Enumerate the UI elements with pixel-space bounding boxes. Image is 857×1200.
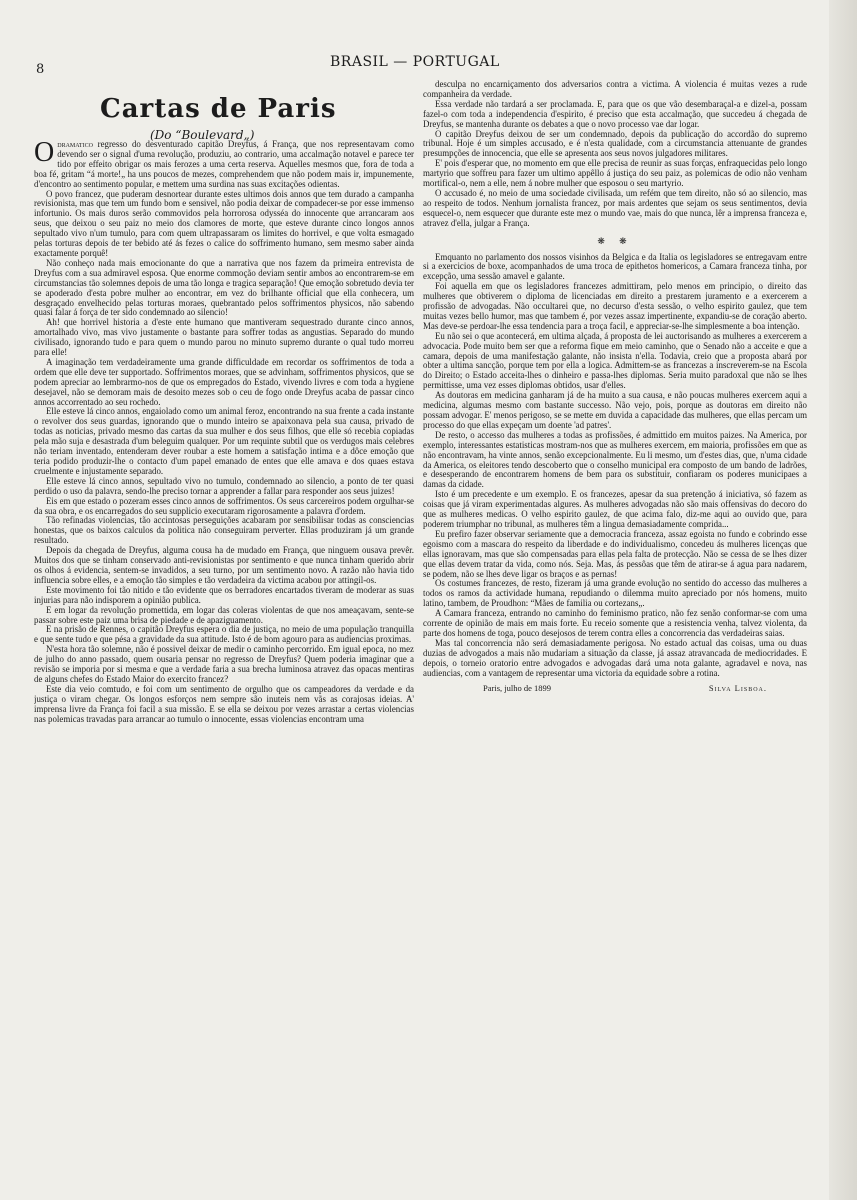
article-subtitle: (Do “Boulevard„) [150, 128, 255, 142]
paragraph: O povo francez, que puderam desnortear durante estes ultimos dois annos que tem durado a campanha revisionista, mas que tem um fundo bom e sensivel, não podia deixar de compadecer-se por esse immenso infortunio. Os mais duros serão commovidos pela horrorosa odysséa do innocente que arrancaram aos seus, que deixou o seu paiz no meio dos clamores de morte, que esteve durante cinco longos annos sepultado vivo n'um tumulo, para com quem ultrapassaram os limites do horrivel, e que volta esmagado pelas torturas depois de ter bebido até ás fezes o calice do soffrimento humano, sem mesmo saber ainda exactamente porquê! [34, 188, 414, 258]
running-head: BRASIL — PORTUGAL [330, 54, 500, 70]
paragraph: desculpa no encarniçamento dos adversarios contra a victima. A violencia é muitas vezes a rude companheira da verdade. [423, 80, 807, 99]
paragraph: Ah! que horrivel historia a d'este ente humano que mantiveram sequestrado durante cinco annos, amortalhado vivo, mas vivo justamente o bastante para soffrer todas as angustias. Separado do mundo civilisado, ignorando tudo e para quem o mundo parou no minuto supremo durante o qual tudo morreu para elle! [34, 317, 414, 358]
paragraph: E em logar da revolução promettida, em logar das coleras violentas de que nos ameaçavam, sente-se passar sobre este paiz uma brisa de piedade e de apaziguamento. [34, 604, 414, 625]
paragraph: O accusado é, no meio de uma sociedade civilisada, um refém que tem direito, não só ao silencio, mas ao respeito de todos. Nenhum jornalista francez, por mais ardentes que sejam os seus sentimentos, devia esquecel-o, nem esquecer que durante este mez o mundo vae, mais do que nunca, lêr a imprensa franceza e, atravez d'ella, julgar a França. [423, 187, 807, 228]
left-column [34, 140, 414, 1190]
section-separator: ❋ ❋ [597, 235, 633, 246]
paragraph: Isto é um precedente e um exemplo. E os francezes, apesar da sua pretenção á iniciativa, só fazem as coisas que já viram experimentadas algures. As mulheres advogadas não são mais offensivas do decoro do que as mulheres medicas. O velho espirito gaulez, de que acima falo, diz-me aqui ao ouvido que, para poderem triumphar no tribunal, as mulheres têm a lingua demasiadamente comprida... [423, 489, 807, 529]
paragraph: Mas tal concorrencia não será demasiadamente perigosa. No estado actual das coisas, uma ou duas duzias de advogados a mais não mudariam a situação da classe, já assaz atravancada de mediocridades. E depois, o torneio oratorio entre advogados e advogadas dará uma nota galante, agradavel e nova, nas audiencias, com a vantagem de representar uma victoria da equidade sobre a rotina. [423, 637, 807, 678]
paragraph: Este dia veio comtudo, e foi com um sentimento de orgulho que os campeadores da verdade e da justiça o viram chegar. Os longos esforços nem sempre são inuteis nem vãs as corajosas ideias. A' imprensa livre da França foi facil a sua missão. E se ella se deixou por vezes arrastar a certas violencias nas polemicas travadas para arrancar ao tumulo o innocente, essas violencias encontram uma [34, 683, 414, 724]
dateline-row [423, 684, 807, 694]
paragraph: O capitão Dreyfus deixou de ser um condemnado, depois da publicação do accordão do supremo tribunal. Hoje é um simples accusado, e é n'esta qualidade, com a circumstancia attenuante de grandes presumpções de innocencia, que elle se apresenta aos seus novos julgadores militares. [423, 128, 807, 159]
paragraph: Depois da chegada de Dreyfus, alguma cousa ha de mudado em França, que ninguem ousava prevêr. Muitos dos que se tinham conservado anti-revisionistas por sentimento e que nunca tinham querido abrir os olhos á evidencia, sentem-se invadidos, a seu turno, por um sentimento novo. A razão não havia tido influencia sobre elles, e a emoção tão simples e tão verdadeira da victima acabou por attingil-os. [34, 545, 414, 585]
paragraph: Eu prefiro fazer observar seriamente que a democracia franceza, assaz egoista no fundo e cobrindo esse egoismo com a mascara do respeito da liberdade e do individualismo, concedeu ás mulheres licenças que ellas ignoravam, mas que são compensadas para ellas pela falta de protecção. Não se cessa de se lhes dizer que ellas devem tratar da vida, como nós. Seja. Mas, ás pessôas que têm de atirar-se á agua para nadarem, se podem, não se lhes deve ligar os braços e as pernas! [423, 528, 807, 579]
paragraph: Essa verdade não tardará a ser proclamada. E, para que os que vão desembaraçal-a e dizel-a, possam fazel-o com toda a independencia d'espirito, é preciso que esta accalmação, que succedeu á chegada de Dreyfus, se mantenha durante os debates a que o novo processo vae dar logar. [423, 98, 807, 129]
paragraph: Os costumes francezes, de resto, fizeram já uma grande evolução no sentido do accesso das mulheres a todos os ramos da actividade humana, repudiando o dilemma muito apreciado por nós homens, muito latino, tambem, de Proudhon: “Mães de familia ou cortezans„. [423, 578, 807, 609]
lead-text: regresso do desventurado capitão Dreyfus, á França, que nos representavam como devendo ser o signal d'uma revolução, produziu, ao contrario, uma accalmação notavel e parece ter tido por effeito obrigar os mais ferozes a uma certa reserva. Aquelles mesmos que, fora de toda a boa fé, gritam “á morte!„ ha uns poucos de mezes, comprehendem que não podem mais ir, impunemente, d'encontro ao sentimento popular, e mettem uma surdina nas suas excitações odientas. [34, 140, 414, 189]
signature: Silva Lisboa. [708, 683, 767, 694]
right-column [423, 80, 807, 1200]
paragraph: As doutoras em medicina ganharam já de ha muito a sua causa, e não poucas mulheres exercem aqui a medicina, algumas mesmo com bastante successo. Não vejo, pois, porque as doutoras em direito não possam advogar. E' menos perigoso, se se mette em duvida a capacidade das mulheres, que ellas percam um processo do que ellas expeçam um doente 'ad patres'. [423, 390, 807, 430]
paragraph: A Camara franceza, entrando no caminho do feminismo pratico, não fez senão conformar-se com uma corrente de opinião de mais em mais forte. Eu receio somente que a resistencia venha, talvez violenta, da parte dos homens de toga, pouco desejosos de terem contra elles a concorrencia das verdadeiras saias. [423, 608, 807, 638]
paragraph: Elle esteve lá cinco annos, engaiolado como um animal feroz, encontrando na sua frente a cada instante o revolver dos seus guardas, ignorando que o mundo inteiro se apaixonava pela sua causa, privado de todas as noticias, privado mesmo das cartas da sua mulher e dos seus filhos, que elle só recebia copiadas pela mão suja e desastrada d'um beleguim qualquer. Por um requinte subtil que os verdugos mais celebres não teriam inventado, entenderam dever roubar a este homem a satisfação intima e a dôce emoção que teria podido produzir-lhe o contacto d'um papel emanado de entes que elle amava e dos quaes estava cruelmente e injustamente separado. [34, 406, 414, 476]
paragraph: Eis em que estado o pozeram esses cinco annos de soffrimentos. Os seus carcereiros podem orgulhar-se da sua obra, e os encarregados do seu supplicio executaram rigorosamente a palavra d'ordem. [34, 495, 414, 516]
article-title: Cartas de Paris [100, 94, 337, 124]
paragraph: Não conheço nada mais emocionante do que a narrativa que nos fazem da primeira entrevista de Dreyfus com a sua admiravel esposa. Que enorme commoção deviam sentir ambos ao encontrarem-se em circumstancias tão solemnes depois de uma tão longa e tragica separação! Que emoção sobretudo devia ter se apoderado d'esta pobre mulher ao encontrar, em vez do brilhante official que ella conhecera, um desgraçado envelhecido pelas torturas moraes, quebrantado pelos soffrimentos physicos, não sabendo quasi falar á força de ter sido condemnado ao silencio! [34, 257, 414, 318]
drop-cap: O [34, 140, 55, 168]
left-paragraphs [34, 190, 414, 725]
page-number: 8 [36, 62, 45, 77]
binding-edge [829, 0, 857, 1200]
paragraph: Este movimento foi tão nitido e tão evidente que os berradores encartados tiveram de moderar as suas injurias para não indisporem a opinião publica. [34, 584, 414, 605]
paragraph: Eu não sei o que acontecerá, em ultima alçada, á proposta de lei auctorisando as mulheres a exercerem a advocacia. Pode muito bem ser que a reforma fique em meio caminho, que o Senado não a acceite e que a camara, depois de uma manifestação galante, não insista n'ella. Todavia, creio que a proposta abará por obter a ultima sancção, porque tem por ella a logica. Admittem-se as francezas a inscreverem-se na Escola do Direito; o Estado acceita-lhes o dinheiro e passa-lhes diplomas. Seria muito paradoxal que não se lhes permittisse, uma vez esses diplomas obtidos, usar d'elles. [423, 330, 807, 391]
paragraph: De resto, o accesso das mulheres a todas as profissões, é admittido em muitos paizes. Na America, por exemplo, interessantes estatisticas mostram-nos que as mulheres exercem, em maioria, profissões em que as não encontravam, ha vinte annos, senão excepcionalmente. Eu li mesmo, um d'estes dias, que, n'uma cidade da America, os eleitores tendo descoberto que o conselho municipal era composto de um bando de ladrões, e desesperando de encontrarem homens de bem para os substituir, confiaram os poderes municipaes a damas da cidade. [423, 429, 807, 490]
paragraph: E na prisão de Rennes, o capitão Dreyfus espera o dia de justiça, no meio de uma população tranquilla e que sente tudo e que pésa a gravidade da sua attitude. Isto é de bom agouro para as audiencias proximas. [34, 624, 414, 645]
paragraph: E' pois d'esperar que, no momento em que elle precisa de reunir as suas forças, enfraquecidas pelo longo martyrio que soffreu para fazer um ultimo appêllo á justiça do seu paiz, as polemicas de odio não venham mortifical-o, nem a elle, nem á nobre mulher que esposou o seu martyrio. [423, 158, 807, 189]
paragraph: A imaginação tem verdadeiramente uma grande difficuldade em recordar os soffrimentos de toda a ordem que elle deve ter supportado. Soffrimentos moraes, que se advinham, soffrimentos physicos, que se podem apreciar ao lembrarmo-nos de que os empregados do Estado, vivendo livres e com toda a hygiene desejavel, não se demoram mais de desoito mezes sob o ceu de fogo onde Dreyfus acaba de passar cinco annos accorrentado ao seu rochedo. [34, 356, 414, 407]
paragraph: Emquanto no parlamento dos nossos visinhos da Belgica e da Italia os legisladores se entregavam entre si a exercicios de boxe, acompanhados de uma troca de epithetos homericos, a Camara franceza tinha, por excepção, uma sessão amavel e galante. [423, 251, 807, 282]
right-paragraphs-part2 [423, 253, 807, 679]
lead-paragraph [34, 140, 414, 190]
paragraph: Tão refinadas violencias, tão accintosas perseguições acabaram por sensibilisar todas as consciencias honestas, que os baixos calculos da politica não conseguiram perverter. Ellas produziram já um grande resultado. [34, 515, 414, 546]
right-paragraphs-part1 [423, 80, 807, 229]
dateline: Paris, julho de 1899 [483, 683, 551, 694]
paragraph: N'esta hora tão solemne, não é possivel deixar de medir o caminho percorrido. Em igual epoca, no mez de julho do anno passado, quem ousaria pensar no regresso de Dreyfus? Quem poderia imaginar que a revisão se imporia por si mesma e que a verdade faria a sua brecha luminosa atravez das opacas mentiras de alguns chefes do Estado Maior do exercito francez? [34, 644, 414, 684]
paragraph: Foi aquella em que os legisladores francezes admittiram, pelo menos em principio, o direito das mulheres que obtiverem o diploma de licenciadas em direito a prestarem juramento e a exercerem a profissão de advogadas. Não occultarei que, no decurso d'esta sessão, o velho espirito gaulez, que tem muitas vezes bello humor, mas que tambem é, por vezes assaz impertinente, expandiu-se de coração aberto. Mas deve-se perdoar-lhe essa tendencia para a troça facil, e appreciar-se-lhe simplesmente a boa intenção. [423, 281, 807, 331]
lead-smallcaps: dramatico [57, 140, 93, 149]
paragraph: Elle esteve lá cinco annos, sepultado vivo no tumulo, condemnado ao silencio, a ponto de ter quasi perdido o uso da palavra, sendo-lhe preciso tornar a apprender a fallar para responder aos seus juizes! [34, 475, 414, 496]
